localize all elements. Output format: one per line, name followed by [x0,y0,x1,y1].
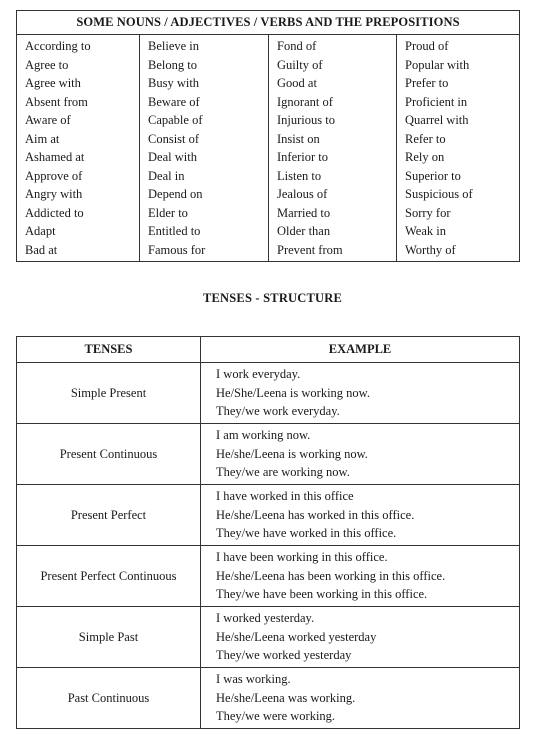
preposition-phrase: Consist of [148,131,200,146]
example-sentence: I work everyday. [216,367,301,381]
preposition-phrase: Proficient in [405,94,468,109]
tense-examples [201,668,519,728]
preposition-phrase: Insist on [277,131,320,146]
tenses-table-header-row [17,337,519,362]
preposition-phrase: Worthy of [405,242,456,257]
prepositions-table-title: SOME NOUNS / ADJECTIVES / VERBS AND THE PREPOSITIONS [17,11,519,35]
tenses-section-heading: TENSES - STRUCTURE [202,291,343,305]
preposition-phrase: Suspicious of [405,187,473,201]
preposition-phrase: Absent from [25,94,88,109]
preposition-phrase: Addicted to [25,205,84,220]
example-sentence: They/we have worked in this office. [216,526,397,540]
tense-row [17,362,519,423]
prepositions-column [140,35,269,261]
preposition-phrase: Proud of [405,39,449,53]
example-sentence: I am working now. [216,428,311,442]
preposition-phrase: Popular with [405,57,470,72]
tense-row [17,667,519,728]
tenses-table [16,336,520,729]
preposition-phrase: Quarrel with [405,113,469,127]
tense-row [17,423,519,484]
preposition-phrase: Busy with [148,76,200,90]
example-sentence: He/she/Leena was working. [216,690,356,705]
preposition-phrase: Angry with [25,187,83,201]
example-sentence: He/She/Leena is working now. [216,385,371,400]
prepositions-table [16,10,520,262]
preposition-phrase: Agree to [25,57,69,72]
tense-examples [201,485,519,545]
preposition-phrase: Sorry for [405,205,451,220]
preposition-phrase: Depend on [148,187,203,201]
preposition-phrase: Weak in [405,224,446,238]
tense-row [17,606,519,667]
tense-name: Simple Present [17,363,201,423]
example-sentence: I worked yesterday. [216,611,315,625]
preposition-phrase: Prevent from [277,242,343,257]
preposition-phrase: Superior to [405,168,461,183]
preposition-phrase: Entitled to [148,224,201,238]
example-sentence: He/she/Leena worked yesterday [216,629,377,644]
preposition-phrase: Ashamed at [25,150,85,164]
preposition-phrase: Aware of [25,113,71,127]
preposition-phrase: Deal in [148,168,185,183]
preposition-phrase: Inferior to [277,150,329,164]
example-column-header: EXAMPLE [328,342,392,356]
preposition-phrase: Older than [277,224,331,238]
preposition-phrase: Guilty of [277,57,323,72]
tenses-column-header: TENSES [17,337,201,362]
example-sentence: They/we have been working in this office. [216,587,428,601]
tense-row [17,484,519,545]
tense-examples [201,546,519,606]
preposition-phrase: Good at [277,76,317,90]
preposition-phrase: According to [25,39,91,53]
tense-row [17,545,519,606]
example-sentence: He/she/Leena is working now. [216,446,368,461]
tense-examples [201,363,519,423]
preposition-phrase: Belong to [148,57,197,72]
preposition-phrase: Bad at [25,242,58,257]
prepositions-grid [17,35,519,261]
tense-name: Present Perfect Continuous [17,546,201,606]
tense-name: Past Continuous [17,668,201,728]
preposition-phrase: Elder to [148,205,188,220]
preposition-phrase: Adapt [25,224,56,238]
preposition-phrase: Capable of [148,113,203,127]
tense-examples [201,424,519,484]
tense-name: Simple Past [17,607,201,667]
example-sentence: They/we worked yesterday [216,648,352,662]
tense-examples [201,607,519,667]
example-sentence: They/we were working. [216,709,336,723]
preposition-phrase: Listen to [277,168,322,183]
example-sentence: I have been working in this office. [216,550,388,564]
preposition-phrase: Prefer to [405,76,449,90]
tenses-table-body [17,362,519,728]
example-sentence: They/we work everyday. [216,404,340,418]
preposition-phrase: Agree with [25,76,81,90]
preposition-phrase: Aim at [25,131,60,146]
preposition-phrase: Ignorant of [277,94,333,109]
example-sentence: I was working. [216,672,291,686]
preposition-phrase: Refer to [405,131,446,146]
example-sentence: He/she/Leena has been working in this office. [216,568,446,583]
preposition-phrase: Jealous of [277,187,328,201]
preposition-phrase: Famous for [148,242,206,257]
preposition-phrase: Beware of [148,94,200,109]
tense-name: Present Perfect [17,485,201,545]
example-sentence: He/she/Leena has worked in this office. [216,507,415,522]
prepositions-column [269,35,397,261]
tense-name: Present Continuous [17,424,201,484]
example-sentence: I have worked in this office [216,489,354,503]
preposition-phrase: Rely on [405,150,445,164]
preposition-phrase: Married to [277,205,331,220]
preposition-phrase: Believe in [148,39,200,53]
preposition-phrase: Approve of [25,168,83,183]
prepositions-column [17,35,140,261]
preposition-phrase: Injurious to [277,113,335,127]
prepositions-column [397,35,519,261]
example-sentence: They/we are working now. [216,465,350,479]
preposition-phrase: Fond of [277,39,317,53]
preposition-phrase: Deal with [148,150,197,164]
